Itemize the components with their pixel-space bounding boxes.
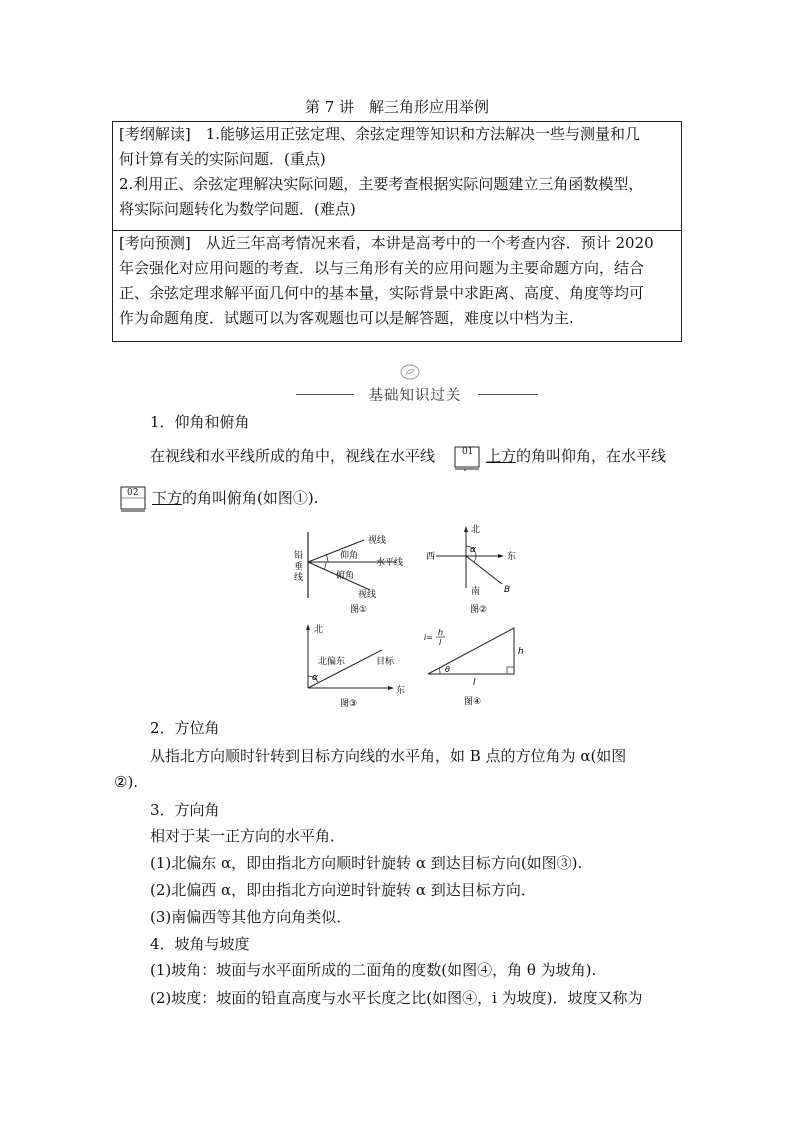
fig3-target-label: 目标 — [376, 657, 395, 667]
page-title: 第 7 讲 解三角形应用举例 — [304, 98, 490, 116]
fig1-elevation-label: 仰角 — [340, 551, 359, 561]
fig1-vertical-label-2: 垂 — [294, 562, 304, 572]
fig3-ne-label: 北偏东 — [318, 657, 346, 667]
blank-02-number: 02 — [127, 488, 139, 498]
answer-below: 下方 — [152, 489, 183, 507]
fig4-caption: 图④ — [464, 697, 482, 707]
p1-text-1: 在视线和水平线所成的角中，视线在水平线 — [150, 447, 436, 465]
forecast-line-4: 作为命题角度．试题可以为客观题也可以是解答题，难度以中档为主. — [119, 309, 574, 327]
fig1-caption: 图① — [350, 605, 368, 615]
outline-line-3: 2.利用正、余弦定理解决实际问题，主要考查根据实际问题建立三角函数模型， — [119, 175, 644, 193]
p3-line-2: (1)北偏东 α，即由指北方向顺时针旋转 α 到达目标方向(如图③). — [150, 854, 583, 872]
fig1-vertical-label-1: 铅 — [294, 551, 304, 561]
fig1-sight-down-label: 视线 — [358, 590, 377, 600]
fig3-caption: 图③ — [340, 699, 358, 709]
figures-group — [288, 520, 534, 710]
p1-text-3: 的角叫俯角(如图①). — [182, 489, 319, 507]
heading-slope: 4．坡角与坡度 — [150, 935, 250, 953]
p2-line-1: 从指北方向顺时针转到目标方向线的水平角，如 B 点的方位角为 α(如图 — [150, 747, 627, 765]
fig4-h-label: h — [518, 647, 524, 657]
p2-line-2: ②). — [114, 773, 139, 791]
leaf-emblem-icon — [400, 364, 420, 380]
outline-text-1: 1.能够运用正弦定理、余弦定理等知识和方法解决一些与测量和几 — [205, 125, 641, 143]
fig1-sight-up-label: 视线 — [368, 536, 387, 546]
fig4-h-numerator: h — [438, 628, 444, 637]
outline-line-1 — [119, 122, 675, 147]
forecast-line-2: 年会强化对应用问题的考查．以与三角形有关的应用问题为主要命题方向，结合 — [119, 259, 645, 277]
heading-azimuth: 2．方位角 — [150, 719, 220, 737]
fig2-alpha-label: α — [470, 545, 476, 555]
heading-elevation: 1．仰角和俯角 — [150, 413, 250, 431]
fig4-l-label: l — [473, 678, 476, 688]
blank-01-icon — [452, 440, 484, 472]
fig3-north-label: 北 — [314, 625, 324, 635]
figure-3 — [306, 623, 405, 709]
figure-1 — [294, 532, 403, 615]
p1-line-1-rest — [486, 446, 666, 466]
blank-02-icon — [118, 482, 150, 514]
forecast-text-1: 从近三年高考情况来看，本讲是高考中的一个考查内容．预计 2020 — [205, 234, 654, 252]
outline-line-4: 将实际问题转化为数学问题．(难点) — [119, 200, 356, 218]
divider-right — [478, 394, 538, 395]
fig1-horizontal-label: 水平线 — [376, 558, 404, 568]
fig2-south-label: 南 — [471, 587, 481, 597]
fig2-west-label: 西 — [426, 552, 436, 562]
forecast-line-3: 正、余弦定理求解平面几何中的基本量，实际背景中求距离、高度、角度等均可 — [119, 284, 645, 302]
forecast-line-1 — [119, 231, 675, 256]
p1-text-2: 的角叫仰角，在水平线 — [516, 447, 667, 465]
p1-line-1 — [150, 446, 435, 466]
outline-tag: [考纲解读] — [119, 125, 191, 143]
p3-line-3: (2)北偏西 α，即由指北方向逆时针旋转 α 到达目标方向． — [150, 881, 536, 899]
p3-line-1: 相对于某一正方向的水平角． — [150, 827, 346, 845]
fig4-theta-label: θ — [445, 665, 450, 674]
forecast-box — [112, 231, 682, 342]
fig3-east-label: 东 — [396, 686, 406, 696]
fig2-north-label: 北 — [471, 525, 481, 535]
fig4-l-denominator: l — [439, 638, 442, 647]
fig1-depression-label: 俯角 — [336, 571, 355, 581]
outline-line-2: 何计算有关的实际问题．(重点) — [119, 150, 326, 168]
section-header — [256, 364, 574, 404]
fig3-alpha-label: α — [312, 673, 318, 683]
blank-01-number: 01 — [462, 447, 474, 457]
outline-box — [112, 121, 682, 231]
p4-line-2: (2)坡度：坡面的铅直高度与水平长度之比(如图④，i 为坡度)．坡度又称为 — [150, 989, 643, 1007]
fig1-vertical-label-3: 线 — [294, 573, 304, 583]
section-title: 基础知识过关 — [368, 388, 462, 404]
p3-line-4: (3)南偏西等其他方向角类似． — [150, 908, 352, 926]
figure-2 — [426, 523, 516, 615]
fig4-i-label: i= — [424, 633, 433, 642]
heading-direction: 3．方向角 — [150, 801, 220, 819]
figure-4 — [424, 628, 524, 707]
fig2-east-label: 东 — [507, 552, 517, 562]
fig2-b-label: B — [504, 585, 511, 595]
p4-line-1: (1)坡角：坡面与水平面所成的二面角的度数(如图④，角 θ 为坡角). — [150, 961, 597, 979]
forecast-tag: [考向预测] — [119, 234, 191, 252]
fig2-caption: 图② — [470, 605, 488, 615]
answer-above: 上方 — [486, 447, 517, 465]
p1-line-2 — [152, 488, 319, 508]
